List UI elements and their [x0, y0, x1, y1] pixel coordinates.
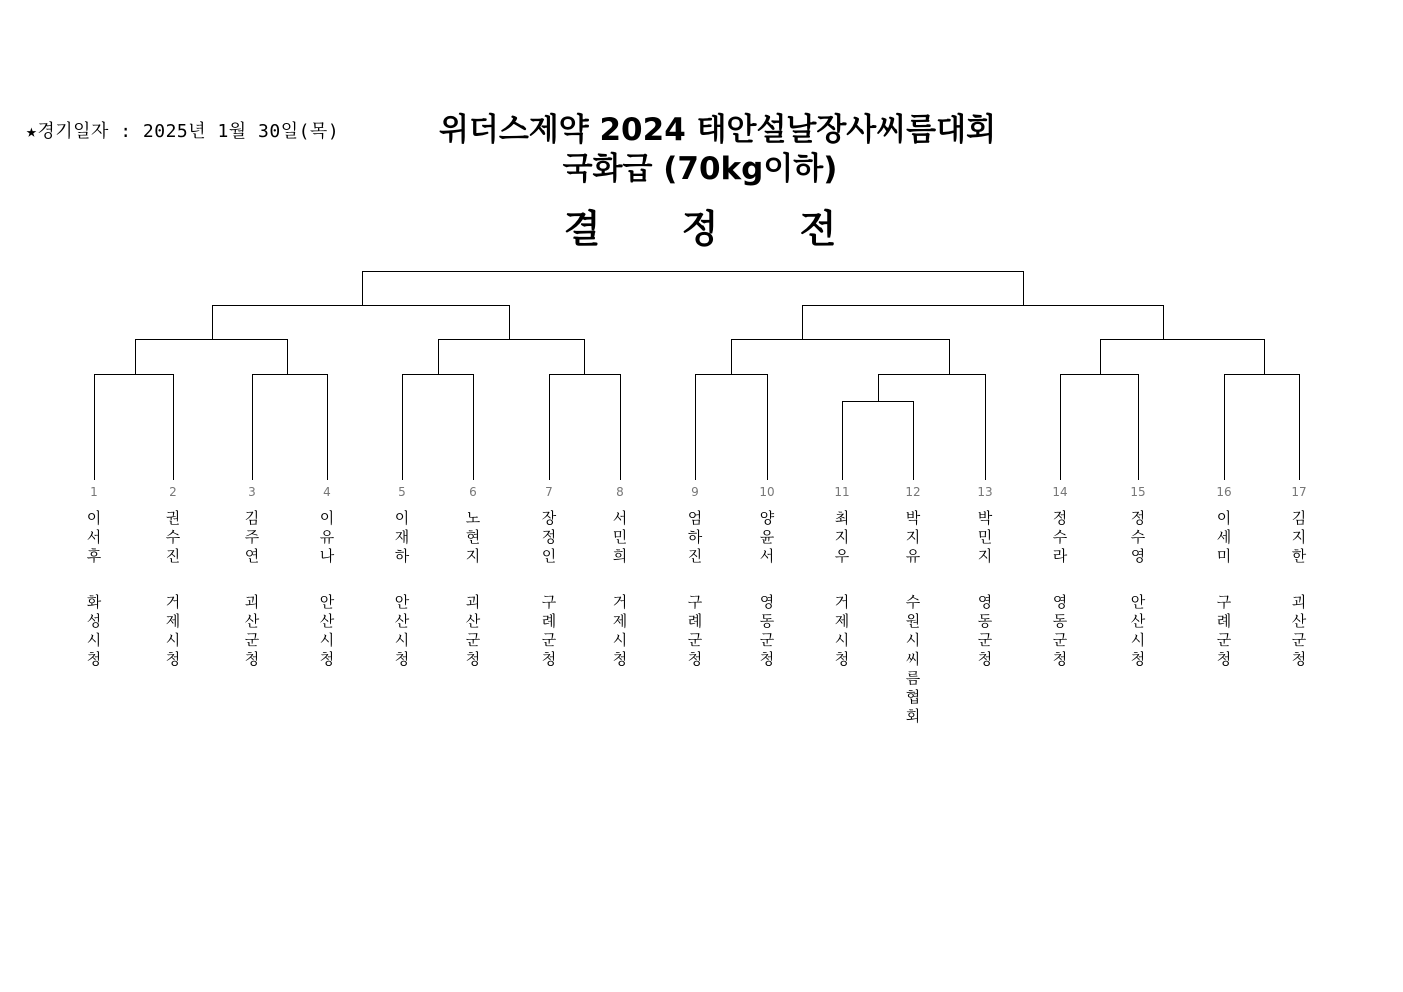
- bracket-quarterfinal-3: [732, 340, 950, 375]
- entrant-name: 장정인: [541, 509, 557, 565]
- entrant-seed: 12: [905, 485, 921, 499]
- match-date: ★경기일자 : 2025년 1월 30일(목): [26, 121, 340, 142]
- entrant-seed: 6: [469, 485, 477, 499]
- entrant-name: 이세미: [1216, 509, 1232, 565]
- entrant-team: 안산시청: [319, 593, 335, 668]
- entrant-name: 박지유: [905, 509, 921, 565]
- bracket-final: [363, 272, 1024, 306]
- entrant-name: 최지우: [834, 509, 850, 565]
- entrant-name: 이유나: [319, 509, 335, 565]
- entrant-name: 정수라: [1052, 509, 1068, 565]
- entrant-name: 양윤서: [759, 509, 775, 565]
- bracket-quarterfinal-1: [136, 340, 288, 375]
- entrant-name: 박민지: [977, 509, 993, 565]
- entrant-seed: 3: [248, 485, 256, 499]
- entrant-seed: 17: [1291, 485, 1307, 499]
- entrant-seed: 1: [90, 485, 98, 499]
- bracket-match-11-12: [843, 402, 914, 481]
- entrant-name: 이서후: [86, 509, 102, 565]
- bracket-match-9-10: [696, 375, 768, 481]
- entrant-team: 수원시씨름협회: [905, 593, 921, 725]
- entrant-team: 괴산군청: [465, 593, 481, 668]
- entrant-team: 화성시청: [86, 593, 102, 668]
- entrant-team: 안산시청: [1130, 593, 1146, 668]
- entrant-seed: 9: [691, 485, 699, 499]
- entrant-name: 엄하진: [687, 509, 703, 565]
- bracket-semifinal-right: [803, 306, 1164, 340]
- entrant-seed: 11: [834, 485, 850, 499]
- entrant-seed: 5: [398, 485, 406, 499]
- bracket-match-7-8: [550, 375, 621, 481]
- entrant-seed: 15: [1130, 485, 1146, 499]
- entrant-team: 구례군청: [687, 593, 703, 668]
- stage-title: 결 정 전: [563, 206, 871, 251]
- bracket-quarterfinal-2: [439, 340, 585, 375]
- entrant-seed: 13: [977, 485, 993, 499]
- entrant-team: 영동군청: [759, 593, 775, 668]
- entrant-seed: 8: [616, 485, 624, 499]
- bracket-match-16-17: [1225, 375, 1300, 481]
- bracket-match-3-4: [253, 375, 328, 481]
- bracket-match-1-2: [95, 375, 174, 481]
- entrant-seed: 14: [1052, 485, 1068, 499]
- entrant-seed: 7: [545, 485, 553, 499]
- entrant-name: 정수영: [1130, 509, 1146, 565]
- entrant-seed: 10: [759, 485, 775, 499]
- entrant-name: 김지한: [1291, 509, 1307, 565]
- bracket-quarterfinal-4: [1101, 340, 1265, 375]
- entrant-team: 구례군청: [1216, 593, 1232, 668]
- entrant-seed: 16: [1216, 485, 1232, 499]
- entrant-name: 권수진: [165, 509, 181, 565]
- bracket-match-14-15: [1061, 375, 1139, 481]
- entrant-team: 거제시청: [165, 593, 181, 668]
- entrant-name: 이재하: [394, 509, 410, 565]
- entrant-name: 노현지: [465, 509, 481, 565]
- bracket-match-5-6: [403, 375, 474, 481]
- entrant-team: 영동군청: [1052, 593, 1068, 668]
- entrant-name: 김주연: [244, 509, 260, 565]
- entrant-team: 거제시청: [834, 593, 850, 668]
- entrant-seed: 2: [169, 485, 177, 499]
- bracket-match-11-13: [879, 375, 986, 481]
- entrant-name: 서민희: [612, 509, 628, 565]
- entrant-team: 영동군청: [977, 593, 993, 668]
- entrant-team: 구례군청: [541, 593, 557, 668]
- division-title: 국화급 (70kg이하): [562, 151, 838, 187]
- entrant-seed: 4: [323, 485, 331, 499]
- entrant-team: 괴산군청: [244, 593, 260, 668]
- entrant-team: 괴산군청: [1291, 593, 1307, 668]
- tournament-title: 위더스제약 2024 태안설날장사씨름대회: [438, 112, 997, 148]
- entrant-team: 안산시청: [394, 593, 410, 668]
- bracket-semifinal-left: [213, 306, 510, 340]
- entrant-team: 거제시청: [612, 593, 628, 668]
